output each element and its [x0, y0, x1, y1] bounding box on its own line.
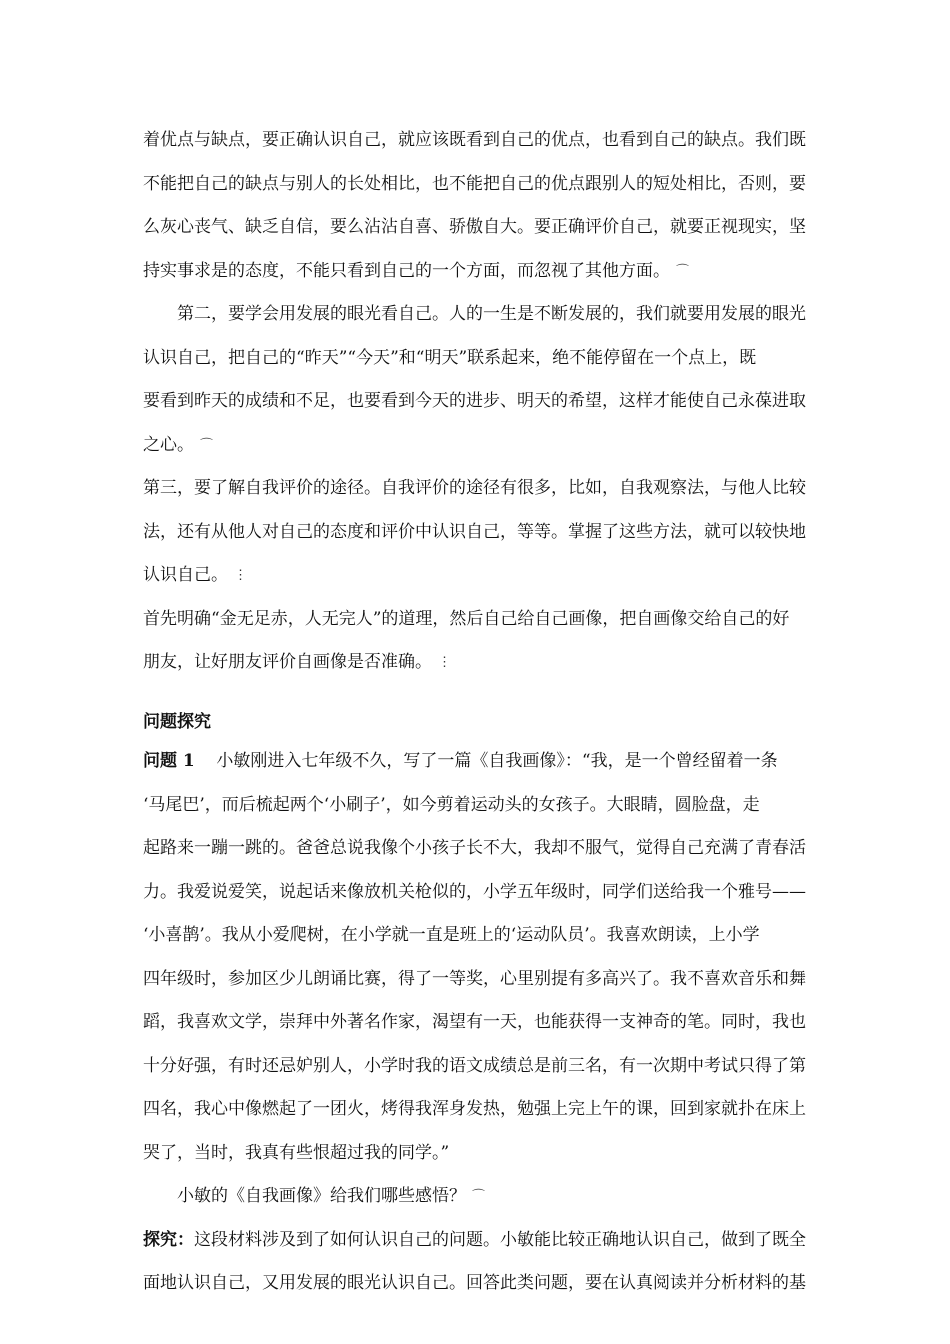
paragraph-mark: ⋮: [234, 567, 247, 583]
problem-line: 力。我爱说爱笑，说起话来像放机关枪似的，小学五年级时，同学们送给我一个雅号——: [143, 882, 806, 902]
paragraph-line: 要看到昨天的成绩和不足，也要看到今天的进步、明天的希望，这样才能使自己永葆进取: [143, 391, 806, 411]
paragraph-mark: ⌒: [200, 437, 214, 453]
explore-line: 探究：这段材料涉及到了如何认识自己的问题。小敏能比较正确地认识自己，做到了既全: [143, 1230, 806, 1250]
problem-line: ‘小喜鹊’。我从小爱爬树，在小学就一直是班上的‘运动队员’。我喜欢朗读，上小学: [143, 925, 760, 945]
paragraph-line: 认识自己，把自己的“昨天”“今天”和“明天”联系起来，绝不能停留在一个点上，既: [143, 348, 757, 368]
paragraph-mark: ⌒: [676, 263, 690, 279]
explore-label: 探究：: [143, 1230, 194, 1250]
problem-line: 问题 1 小敏刚进入七年级不久，写了一篇《自我画像》：“我，是一个曾经留着一条: [143, 751, 778, 771]
question-line: 小敏的《自我画像》给我们哪些感悟？ ⌒: [177, 1184, 847, 1209]
paragraph-line: 着优点与缺点，要正确认识自己，就应该既看到自己的优点，也看到自己的缺点。我们既: [143, 130, 806, 150]
paragraph-line: 不能把自己的缺点与别人的长处相比，也不能把自己的优点跟别人的短处相比，否则，要: [143, 174, 806, 194]
explore-line: 面地认识自己，又用发展的眼光认识自己。回答此类问题，要在认真阅读并分析材料的基: [143, 1273, 806, 1293]
problem-label: 问题 1: [143, 751, 195, 771]
paragraph-line: 之心。 ⌒: [143, 433, 813, 458]
paragraph-mark: ⋮: [438, 654, 451, 670]
problem-line: 蹈，我喜欢文学，崇拜中外著名作家，渴望有一天，也能获得一支神奇的笔。同时，我也: [143, 1012, 806, 1032]
problem-line: 十分好强，有时还忌妒别人，小学时我的语文成绩总是前三名，有一次期中考试只得了第: [143, 1056, 806, 1076]
paragraph-line: 第三，要了解自我评价的途径。自我评价的途径有很多，比如，自我观察法，与他人比较: [143, 478, 806, 498]
paragraph-line: 朋友，让好朋友评价自画像是否准确。 ⋮: [143, 650, 813, 675]
paragraph-line: 持实事求是的态度，不能只看到自己的一个方面，而忽视了其他方面。 ⌒: [143, 259, 813, 284]
problem-line: 哭了，当时，我真有些恨超过我的同学。”: [143, 1143, 450, 1163]
paragraph-line: 认识自己。 ⋮: [143, 563, 813, 588]
section-title: 问题探究: [143, 712, 211, 732]
paragraph-mark: ⌒: [472, 1188, 486, 1204]
problem-line: ‘马尾巴’，而后梳起两个‘小刷子’，如今剪着运动头的女孩子。大眼睛，圆脸盘，走: [143, 795, 760, 815]
paragraph-line: 第二，要学会用发展的眼光看自己。人的一生是不断发展的，我们就要用发展的眼光: [177, 304, 806, 324]
problem-line: 起路来一蹦一跳的。爸爸总说我像个小孩子长不大，我却不服气，觉得自己充满了青春活: [143, 838, 806, 858]
paragraph-line: 么灰心丧气、缺乏自信，要么沾沾自喜、骄傲自大。要正确评价自己，就要正视现实，坚: [143, 217, 806, 237]
problem-line: 四年级时，参加区少儿朗诵比赛，得了一等奖，心里别提有多高兴了。我不喜欢音乐和舞: [143, 969, 806, 989]
problem-line: 四名，我心中像燃起了一团火，烤得我浑身发热，勉强上完上午的课，回到家就扑在床上: [143, 1099, 806, 1119]
paragraph-line: 法，还有从他人对自己的态度和评价中认识自己，等等。掌握了这些方法，就可以较快地: [143, 522, 806, 542]
paragraph-line: 首先明确“金无足赤，人无完人”的道理，然后自己给自己画像，把自画像交给自己的好: [143, 609, 790, 629]
